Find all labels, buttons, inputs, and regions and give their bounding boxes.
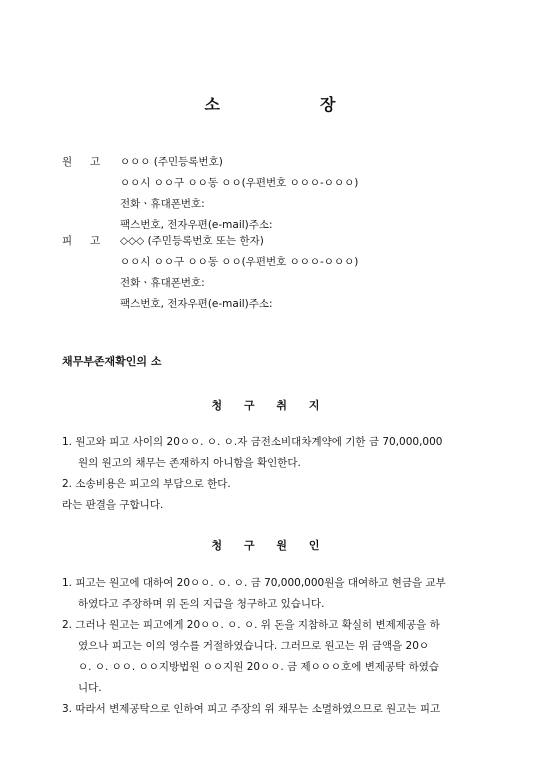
- title-char-left: 소: [204, 95, 220, 114]
- defendant-phone: 전화ㆍ휴대폰번호:: [120, 277, 205, 289]
- plaintiff-address: ㅇㅇ시 ㅇㅇ구 ㅇㅇ동 ㅇㅇ(우편번호 ㅇㅇㅇ-ㅇㅇㅇ): [120, 177, 359, 189]
- claim-purpose-item-1-cont: 원의 원고의 채무는 존재하지 아니함을 확인한다.: [78, 457, 301, 469]
- defendant-block: [62, 231, 358, 315]
- claim-purpose-item-1: 1. 원고와 피고 사이의 20ㅇㅇ. ㅇ. ㅇ.자 금전소비대차계약에 기한 금 70,000,000: [62, 436, 443, 448]
- claim-cause-item-1-cont: 하였다고 주장하며 위 돈의 지급을 청구하고 있습니다.: [78, 598, 325, 610]
- claim-cause-item-2-cont-2: ㅇ. ㅇ. ㅇㅇ. ㅇㅇ지방법원 ㅇㅇ지원 20ㅇㅇ. 금 제ㅇㅇㅇ호에 변제공탁 하였습: [78, 661, 440, 673]
- plaintiff-phone: 전화ㆍ휴대폰번호:: [120, 198, 205, 210]
- defendant-fax-email: 팩스번호, 전자우편(e-mail)주소:: [120, 298, 273, 310]
- defendant-role-label: 피 고: [62, 235, 101, 247]
- plaintiff-role-label: 원 고: [62, 156, 101, 168]
- claim-purpose-closing: 라는 판결을 구합니다.: [62, 499, 164, 511]
- claim-cause-item-1: 1. 피고는 원고에 대하여 20ㅇㅇ. ㅇ. ㅇ. 금 70,000,000원을 대여하고 현금을 교부: [62, 577, 446, 589]
- claim-purpose-body: [62, 432, 480, 516]
- claim-cause-item-3: 3. 따라서 변제공탁으로 인하여 피고 주장의 위 채무는 소멸하였으므로 원고는 피고: [62, 703, 441, 715]
- claim-cause-item-2-cont-1: 였으나 피고는 이의 영수를 거절하였습니다. 그러므로 원고는 위 금액을 20ㅇ: [78, 640, 430, 652]
- claim-cause-body: [62, 573, 480, 720]
- defendant-address: ㅇㅇ시 ㅇㅇ구 ㅇㅇ동 ㅇㅇ(우편번호 ㅇㅇㅇ-ㅇㅇㅇ): [120, 256, 359, 268]
- defendant-name: ◇◇◇ (주민등록번호 또는 한자): [120, 235, 264, 247]
- claim-purpose-heading: 청 구 취 지: [211, 399, 329, 412]
- plaintiff-name: ㅇㅇㅇ (주민등록번호): [120, 156, 223, 168]
- claim-purpose-item-2: 2. 소송비용은 피고의 부담으로 한다.: [62, 478, 231, 490]
- plaintiff-fax-email: 팩스번호, 전자우편(e-mail)주소:: [120, 219, 273, 231]
- claim-cause-item-2: 2. 그러나 원고는 피고에게 20ㅇㅇ. ㅇ. ㅇ. 위 돈을 지참하고 확실히 변제제공을 하: [62, 619, 440, 631]
- document-title: [0, 92, 540, 115]
- plaintiff-block: [62, 152, 358, 236]
- case-name: 채무부존재확인의 소: [62, 355, 162, 368]
- claim-cause-item-2-cont-3: 니다.: [78, 682, 102, 694]
- title-char-right: 장: [320, 95, 336, 114]
- claim-cause-heading: 청 구 원 인: [211, 539, 329, 552]
